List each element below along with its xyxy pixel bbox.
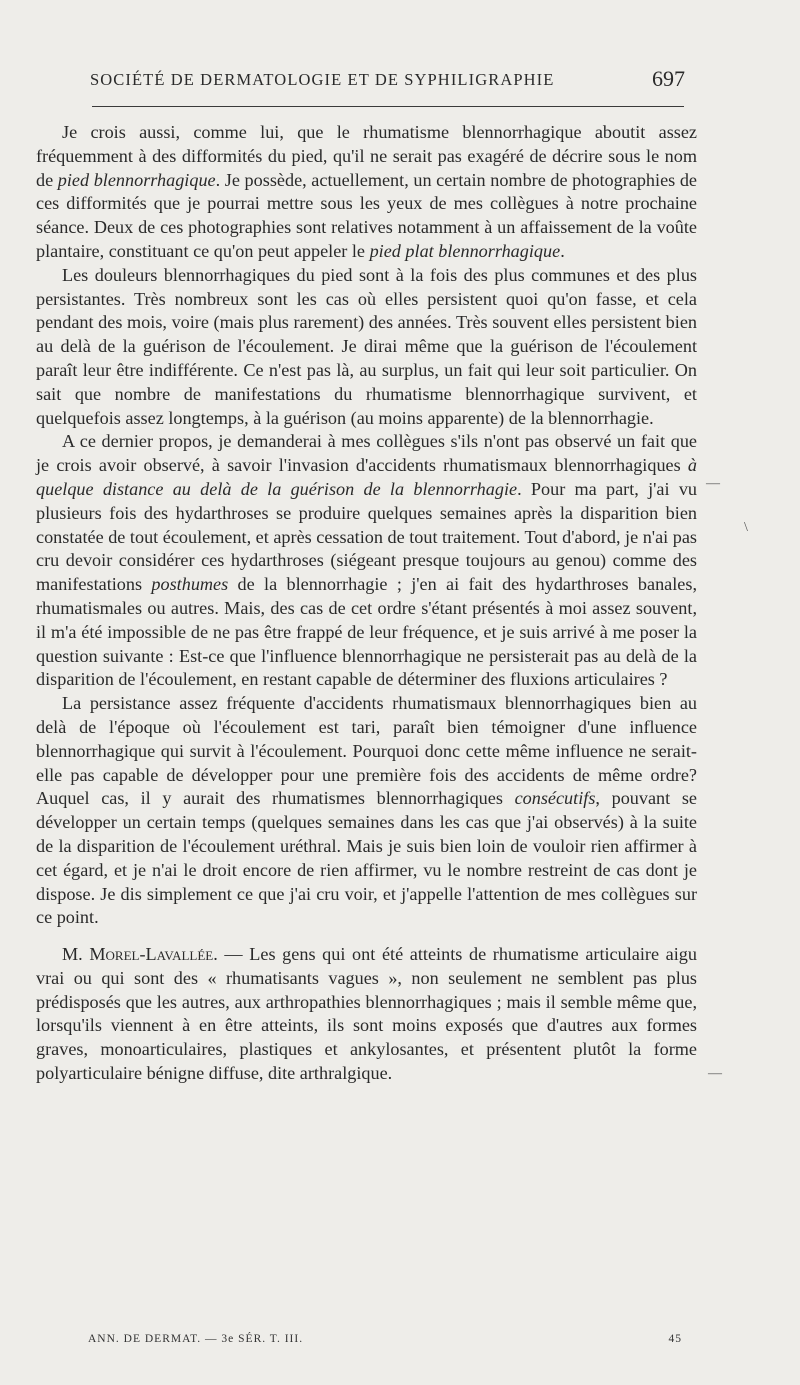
- paragraph: [36, 121, 697, 264]
- footer: [88, 1333, 682, 1345]
- text-run: . Pour ma part, j'ai vu plusieurs fois des hydarthroses se produire quelques semaines après la disparition bien constatée de tout écoulement, et après cessation de tout traitement. Tout d'abord, je n'ai pas cru devoir considérer ces hydarthroses (siégeant presque toujours au genou) comme des manifestations: [36, 478, 698, 595]
- body-text: [36, 121, 697, 1086]
- header-rule: [92, 106, 684, 107]
- italic-text: pied plat blennorrhagique: [369, 240, 561, 261]
- text-run: , pouvant se développer un certain temps (quelques semaines dans les cas que j'ai observés) à la suite de la disparition de l'écoulement uréthral. Mais je suis bien loin de vouloir rien affirmer à cet égard, et je n'ai le droit encore de rien affirmer, vu le nombre restreint de cas dont je dispose. Je dis simplement ce que j'ai cru voir, et j'appelle l'attention de mes collègues sur ce point.: [36, 788, 697, 928]
- footer-signature-number: 45: [668, 1333, 682, 1345]
- running-head: [90, 66, 685, 96]
- speaker-name: Morel-Lavallée: [89, 944, 214, 965]
- paragraph: [36, 264, 697, 431]
- text-run: . Je possède, actuellement, un certain nombre de photographies de ces difformités que je pourrai mettre sous les yeux de mes collègues à notre prochaine séance. Deux de ces photographies sont relatives notamment à un affaissement de la voûte plantaire, constituant ce qu'on peut appeler le: [36, 169, 697, 261]
- footer-signature-label: ANN. DE DERMAT. — 3e SÉR. T. III.: [88, 1333, 304, 1345]
- text-run: M.: [62, 944, 90, 965]
- italic-text: consécutifs: [514, 788, 596, 809]
- text-run: Je crois aussi, comme lui, que le rhumatisme blennorrhagique aboutit assez fréquemment à des difformités du pied, qu'il ne serait pas exagéré de décrire sous le nom de: [36, 122, 697, 190]
- paragraph: [36, 943, 697, 1086]
- margin-tick-mark: \: [744, 520, 748, 535]
- text-run: .: [560, 240, 565, 261]
- text-run: Les douleurs blennorrhagiques du pied sont à la fois des plus communes et des plus persistantes. Très nombreux sont les cas où elles persistent quoi qu'on fasse, et cela pendant des mois, voire (mais plus rarement) des années. Très souvent elles persistent bien au delà de la guérison de l'écoulement. Je dirai même que la guérison de l'écoulement paraît leur être indifférente. Ce n'est pas là, au surplus, un fait qui leur soit particulier. On sait que nombre de manifestations du rhumatisme blennorrhagique survivent, et quelquefois assez longtemps, à la guérison (au moins apparente) de la blennorrhagie.: [36, 264, 697, 428]
- text-run: de la blennorrhagie ; j'en ai fait des hydarthroses banales, rhumatismales ou autres. Mais, des cas de cet ordre s'étant présentés à moi assez souvent, il m'a été impossible de ne pas être frappé de leur fréquence, et je suis arrivé à me poser la question suivante : Est-ce que l'influence blennorrhagique ne persisterait pas au delà de la disparition de l'écoulement, en restant capable de déterminer des fluxions articulaires ?: [36, 574, 697, 690]
- italic-text: posthumes: [151, 574, 229, 595]
- text-run: A ce dernier propos, je demanderai à mes collègues s'ils n'ont pas observé un fait que je crois avoir observé, à savoir l'invasion d'accidents rhumatismaux blennorrhagiques: [36, 431, 697, 476]
- page-number: 697: [652, 66, 685, 91]
- paragraph: [36, 430, 697, 692]
- margin-dash-mark: —: [708, 1066, 722, 1081]
- text-run: . — Les gens qui ont été atteints de rhumatisme articulaire aigu vrai ou qui sont des « rhumatisants vagues », non seulement ne semblent pas plus prédisposés que les autres, aux arthropathies blennorrhagiques ; mais il semble même que, lorsqu'ils viennent à en être atteints, ils sont moins exposés que d'autres aux formes graves, monoarticulaires, plastiques et ankylosantes, et présentent plutôt la forme polyarticulaire bénigne diffuse, dite arthralgique.: [36, 944, 697, 1084]
- running-head-title: SOCIÉTÉ DE DERMATOLOGIE ET DE SYPHILIGRAPHIE: [90, 70, 555, 89]
- italic-text: à quelque distance au delà de la guérison de la blennorrhagie: [36, 455, 697, 499]
- paragraph: [36, 692, 697, 930]
- margin-dash-mark: —: [706, 476, 720, 491]
- italic-text: pied blennorrhagique: [57, 169, 216, 190]
- text-run: La persistance assez fréquente d'accidents rhumatismaux blennorrhagiques bien au delà de l'époque où l'écoulement est tari, paraît bien témoigner d'une influence blennorrhagique qui survit à l'écoulement. Pourquoi donc cette même influence ne serait-elle pas capable de développer pour une première fois des accidents de même ordre? Auquel cas, il y aurait des rhumatismes blennorrhagiques: [36, 693, 697, 809]
